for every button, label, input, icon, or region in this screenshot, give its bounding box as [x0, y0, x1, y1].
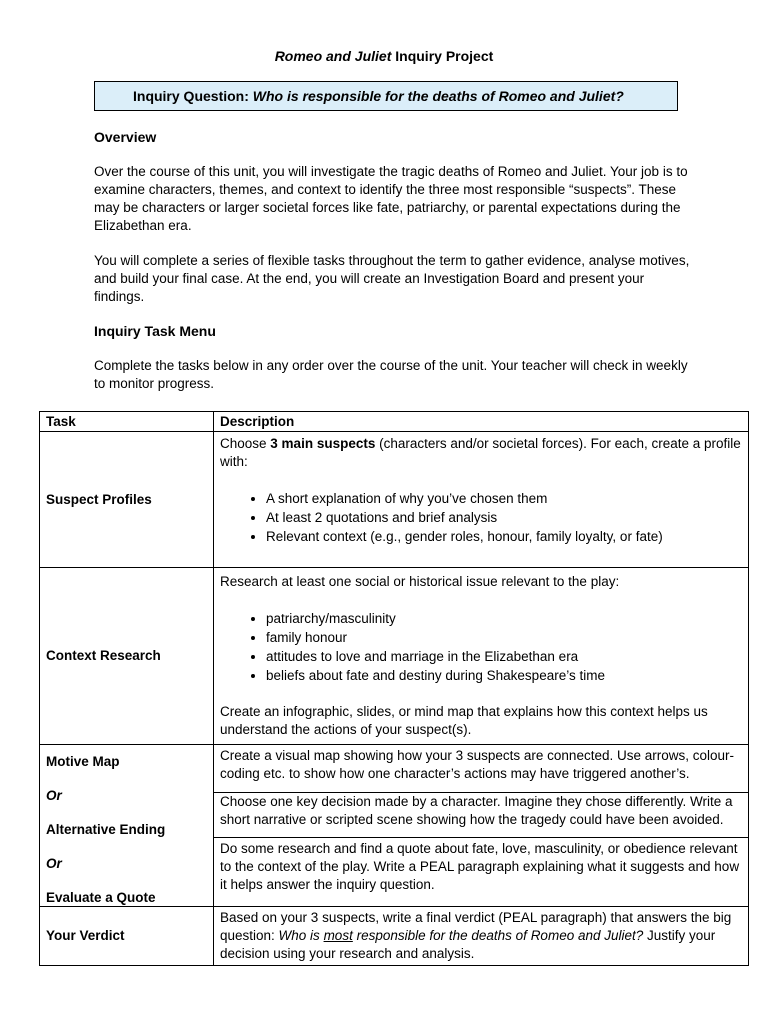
- list-item: • attitudes to love and marriage in the Elizabethan era: [266, 647, 742, 666]
- header-description: Description: [214, 412, 749, 432]
- list-item: • family honour: [266, 628, 742, 647]
- list-item: • Relevant context (e.g., gender roles, honour, family loyalty, or fate): [266, 527, 742, 546]
- overview-heading: Overview: [94, 129, 157, 145]
- task-options-label: [40, 745, 214, 907]
- overview-paragraph-1: Over the course of this unit, you will investigate the tragic deaths of Romeo and Juliet. Your job is to examine characters, themes, and context to identify the three most responsible “suspects”. These may be characters or larger societal forces like fate, patriarchy, or parental expectations during the Elizabethan era.: [94, 164, 688, 233]
- table-row-motive-map: [40, 745, 749, 793]
- table-header-row: [40, 412, 749, 432]
- list-item: • A short explanation of why you’ve chosen them: [266, 489, 742, 508]
- table-row-suspect-profiles: [40, 432, 749, 568]
- description-alternative-ending: Choose one key decision made by a character. Imagine they chose differently. Write a short narrative or scripted scene showing how the tragedy could have been avoided.: [214, 793, 749, 838]
- context-bullet-list: [220, 609, 742, 685]
- task-menu-intro: Complete the tasks below in any order over the course of the unit. Your teacher will check in weekly to monitor progress.: [94, 358, 688, 391]
- overview-paragraph-2: You will complete a series of flexible tasks throughout the term to gather evidence, analyse motives, and build your final case. At the end, you will create an Investigation Board and present your findings.: [94, 253, 690, 304]
- option-alternative-ending: Alternative Ending: [46, 822, 166, 837]
- option-evaluate-quote: Evaluate a Quote: [46, 890, 156, 905]
- task-suspect-profiles: Suspect Profiles: [40, 432, 214, 568]
- page-title: Romeo and Juliet Inquiry Project: [274, 48, 494, 64]
- description-your-verdict: Based on your 3 suspects, write a final verdict (PEAL paragraph) that answers the big question: Who is most responsible for the deaths of Romeo and Juliet? Justify your decision using your research and analysis.: [214, 907, 749, 966]
- option-or-2: Or: [46, 856, 62, 871]
- description-context-research: Research at least one social or historical issue relevant to the play: • patriarchy/masculinity • family honour • attitudes to love and marriage in the Elizabethan era • beliefs about fate and destiny during Shakespeare’s time Create an infographic, slides, or mind map that explains how this context helps us understand the actions of your suspect(s).: [214, 568, 749, 745]
- task-context-research: Context Research: [40, 568, 214, 745]
- table-row-context-research: [40, 568, 749, 745]
- option-motive-map: Motive Map: [46, 754, 120, 769]
- task-your-verdict: Your Verdict: [40, 907, 214, 966]
- option-or-1: Or: [46, 788, 62, 803]
- task-table: [39, 411, 749, 966]
- header-task: Task: [40, 412, 214, 432]
- list-item: • beliefs about fate and destiny during Shakespeare’s time: [266, 666, 742, 685]
- list-item: • patriarchy/masculinity: [266, 609, 742, 628]
- table-row-your-verdict: [40, 907, 749, 966]
- suspect-bullet-list: [220, 489, 742, 546]
- description-suspect-profiles: Choose 3 main suspects (characters and/or societal forces). For each, create a profile with: • A short explanation of why you’ve chosen them • At least 2 quotations and brief analysis • Relevant context (e.g., gender roles, honour, family loyalty, or fate): [214, 432, 749, 568]
- description-motive-map: Create a visual map showing how your 3 suspects are connected. Use arrows, colour-coding etc. to show how one character’s actions may have triggered another’s.: [214, 745, 749, 793]
- task-menu-heading: Inquiry Task Menu: [94, 323, 216, 339]
- inquiry-question-box: Inquiry Question: Who is responsible for the deaths of Romeo and Juliet?: [94, 81, 678, 111]
- description-evaluate-quote: Do some research and find a quote about fate, love, masculinity, or obedience relevant to the context of the play. Write a PEAL paragraph explaining what it suggests and how it helps answer the inquiry question.: [214, 837, 749, 906]
- list-item: • At least 2 quotations and brief analysis: [266, 508, 742, 527]
